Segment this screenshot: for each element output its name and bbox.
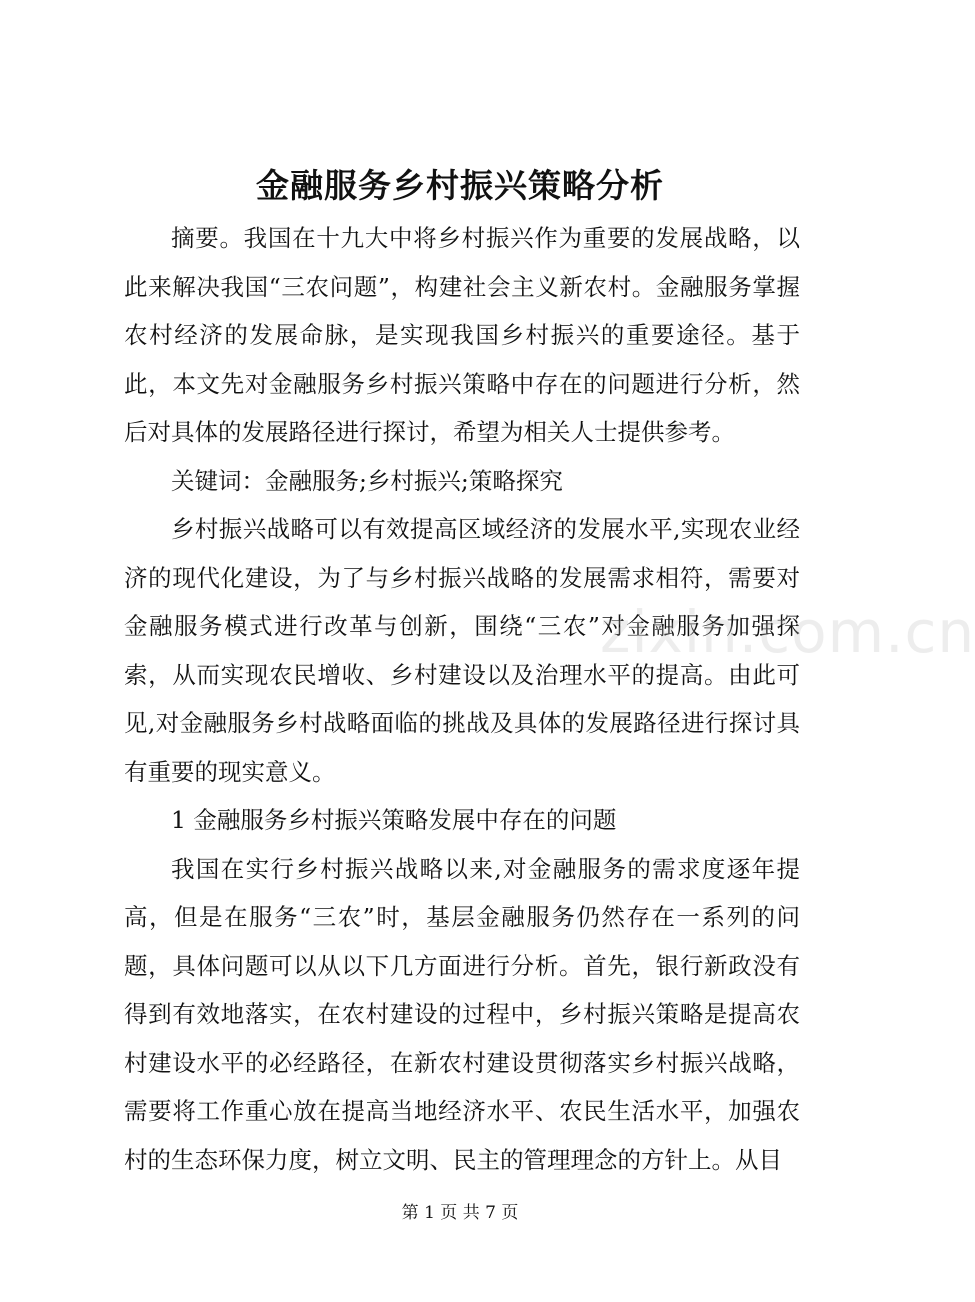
watermark: zixin.com.cn bbox=[600, 598, 975, 666]
section-paragraph: 我国在实行乡村振兴战略以来,对金融服务的需求度逐年提高，但是在服务“三农”时，基层金融服务仍然存在一系列的问题，具体问题可以从以下几方面进行分析。首先，银行新政没有得到有效地落实，在农村建设的过程中，乡村振兴策略是提高农村建设水平的必经路径，在新农村建设贯彻落实乡村振兴战略，需要将工作重心放在提高当地经济水平、农民生活水平，加强农村的生态环保力度，树立文明、民主的管理理念的方针上。从目 bbox=[124, 854, 800, 1174]
intro-paragraph: 乡村振兴战略可以有效提高区域经济的发展水平,实现农业经济的现代化建设，为了与乡村振兴战略的发展需求相符，需要对金融服务模式进行改革与创新，围绕“三农”对金融服务加强探索，从而实现农民增收、乡村建设以及治理水平的提高。由此可见,对金融服务乡村战略面临的挑战及具体的发展路径进行探讨具有重要的现实意义。 bbox=[124, 515, 800, 786]
keywords-paragraph: 关键词：金融服务;乡村振兴;策略探究 bbox=[171, 466, 563, 495]
page-footer: 第 1 页 共 7 页 bbox=[401, 1203, 519, 1223]
document-title: 金融服务乡村振兴策略分析 bbox=[256, 166, 664, 205]
document-body bbox=[124, 214, 800, 1184]
section-heading: 1 金融服务乡村振兴策略发展中存在的问题 bbox=[171, 806, 617, 834]
abstract-paragraph: 摘要。我国在十九大中将乡村振兴作为重要的发展战略，以此来解决我国“三农问题”，构建社会主义新农村。金融服务掌握农村经济的发展命脉，是实现我国乡村振兴的重要途径。基于此，本文先对金融服务乡村振兴策略中存在的问题进行分析，然后对具体的发展路径进行探讨，希望为相关人士提供参考。 bbox=[124, 224, 800, 446]
